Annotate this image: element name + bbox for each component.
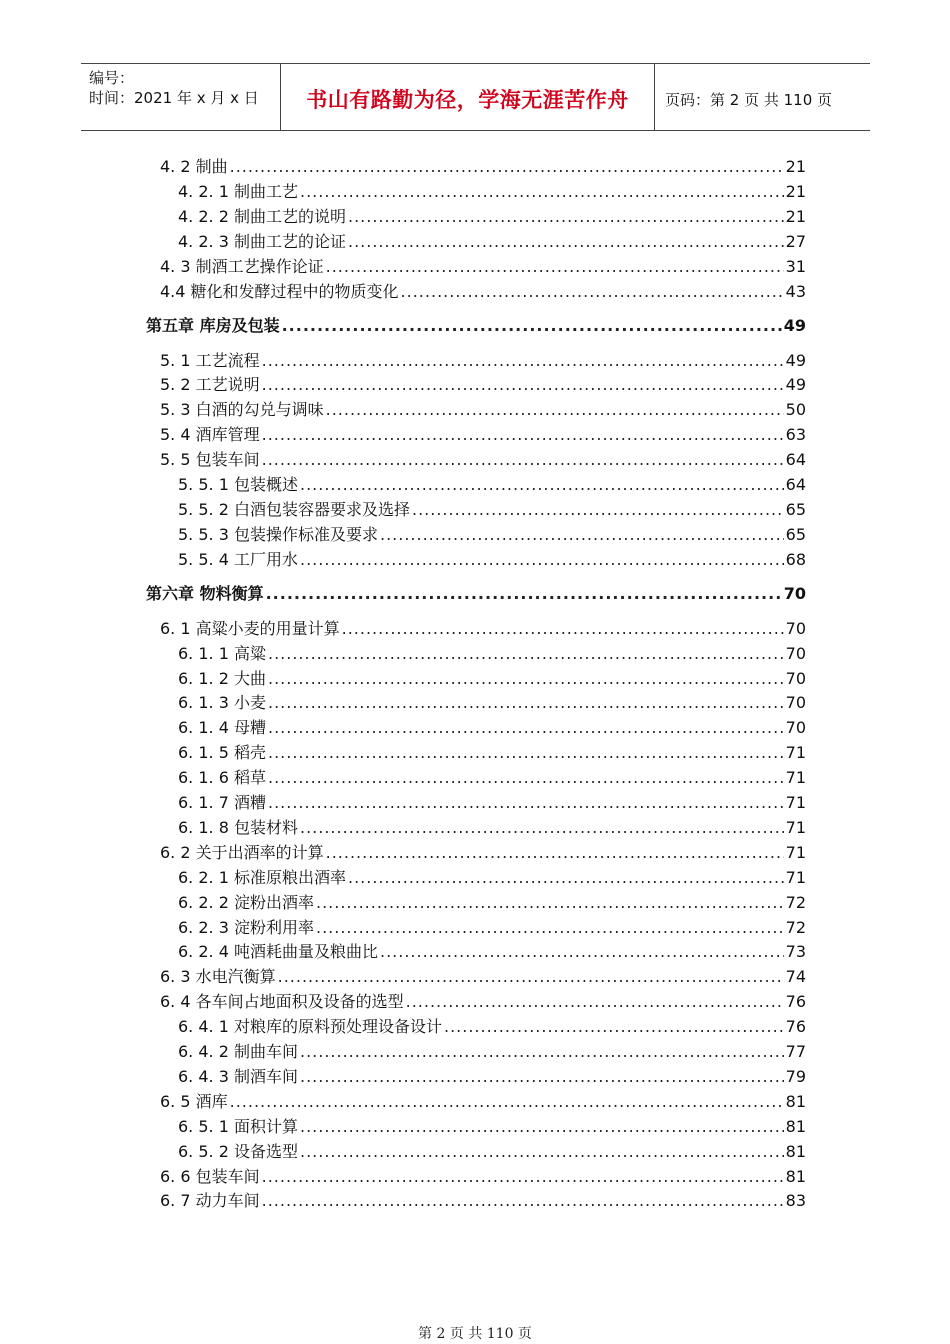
toc-entry-page: 71 <box>785 867 806 887</box>
toc-entry-label: 6. 7 动力车间 <box>160 1191 260 1211</box>
toc-entry-page: 70 <box>785 718 806 738</box>
toc-entry-label: 4. 2. 1 制曲工艺 <box>178 181 298 201</box>
toc-entry-page: 81 <box>785 1091 806 1111</box>
toc-entry-page: 31 <box>785 256 806 276</box>
toc-entry-page: 71 <box>785 768 806 788</box>
toc-entry-page: 71 <box>785 817 806 837</box>
toc-entry[interactable] <box>160 399 806 421</box>
toc-leader-dots <box>266 583 782 605</box>
toc-leader-dots <box>300 181 784 203</box>
toc-entry-page: 63 <box>785 425 806 445</box>
toc-chapter-entry[interactable] <box>146 583 806 605</box>
toc-entry-label: 6. 2. 4 吨酒耗曲量及粮曲比 <box>178 942 378 962</box>
toc-entry-page: 70 <box>785 643 806 663</box>
toc-entry-label: 6. 5. 1 面积计算 <box>178 1116 298 1136</box>
toc-leader-dots <box>326 256 784 278</box>
toc-entry-label: 6. 1. 5 稻壳 <box>178 743 266 763</box>
toc-entry-page: 21 <box>785 206 806 226</box>
toc-entry-page: 81 <box>785 1166 806 1186</box>
toc-entry-page: 81 <box>785 1116 806 1136</box>
toc-leader-dots <box>300 1041 784 1063</box>
page-footer: 第 2 页 共 110 页 <box>418 1326 532 1342</box>
toc-leader-dots <box>444 1016 784 1038</box>
toc-entry-label: 6. 1 高粱小麦的用量计算 <box>160 618 340 638</box>
toc-entry[interactable] <box>160 424 806 446</box>
toc-leader-dots <box>342 618 784 640</box>
toc-entry-label: 6. 1. 3 小麦 <box>178 693 266 713</box>
toc-entry[interactable] <box>178 1141 806 1163</box>
toc-entry[interactable] <box>178 1066 806 1088</box>
toc-leader-dots <box>316 917 784 939</box>
toc-leader-dots <box>268 692 784 714</box>
toc-entry-page: 74 <box>785 967 806 987</box>
toc-leader-dots <box>300 474 784 496</box>
toc-entry-page: 83 <box>785 1191 806 1211</box>
toc-leader-dots <box>278 966 784 988</box>
toc-entry[interactable] <box>178 524 806 546</box>
toc-entry-page: 70 <box>785 618 806 638</box>
toc-entry-label: 4. 2. 2 制曲工艺的说明 <box>178 206 346 226</box>
toc-entry-label: 6. 4 各车间占地面积及设备的选型 <box>160 992 404 1012</box>
toc-leader-dots <box>230 1091 784 1113</box>
toc-leader-dots <box>268 767 784 789</box>
toc-leader-dots <box>230 156 784 178</box>
toc-entry-label: 5. 2 工艺说明 <box>160 375 260 395</box>
toc-leader-dots <box>380 941 784 963</box>
toc-entry-label: 6. 3 水电汽衡算 <box>160 967 276 987</box>
toc-leader-dots <box>262 449 784 471</box>
toc-leader-dots <box>282 315 782 337</box>
toc-entry[interactable] <box>178 474 806 496</box>
toc-entry[interactable] <box>178 941 806 963</box>
toc-leader-dots <box>300 549 784 571</box>
toc-entry-label: 6. 2. 3 淀粉利用率 <box>178 917 314 937</box>
toc-entry-page: 77 <box>785 1042 806 1061</box>
toc-entry[interactable] <box>178 867 806 889</box>
toc-entry[interactable] <box>160 449 806 471</box>
toc-entry-label: 6. 1. 2 大曲 <box>178 668 266 688</box>
toc-entry-label: 4. 3 制酒工艺操作论证 <box>160 256 324 276</box>
toc-entry-page: 71 <box>785 793 806 812</box>
toc-entry-label: 6. 1. 6 稻草 <box>178 768 266 788</box>
toc-entry-label: 6. 1. 8 包装材料 <box>178 817 298 837</box>
toc-entry-label: 5. 3 白酒的勾兑与调味 <box>160 400 324 420</box>
toc-entry-page: 70 <box>785 693 806 713</box>
toc-entry-page: 49 <box>785 350 806 370</box>
toc-entry-page: 21 <box>785 181 806 201</box>
header-meta <box>81 64 281 130</box>
toc-entry-label: 6. 2. 2 淀粉出酒率 <box>178 892 314 912</box>
toc-entry-page: 68 <box>785 549 806 569</box>
toc-entry[interactable] <box>178 1041 806 1063</box>
toc-leader-dots <box>300 817 784 839</box>
toc-leader-dots <box>401 281 784 303</box>
toc-entry-label: 6. 1. 4 母糟 <box>178 718 266 738</box>
toc-leader-dots <box>268 792 784 814</box>
toc-entry[interactable] <box>178 668 806 690</box>
toc-entry[interactable] <box>178 181 806 203</box>
toc-entry-page: 73 <box>785 942 806 962</box>
toc-leader-dots <box>262 374 784 396</box>
toc-leader-dots <box>300 1066 784 1088</box>
toc-entry-page: 43 <box>785 281 806 301</box>
toc-entry-label: 第五章 库房及包装 <box>146 316 280 335</box>
toc-entry-label: 第六章 物料衡算 <box>146 584 264 604</box>
toc-leader-dots <box>348 206 784 228</box>
toc-entry-page: 49 <box>785 375 806 395</box>
toc-entry-page: 81 <box>785 1141 806 1161</box>
toc-entry[interactable] <box>160 256 806 278</box>
toc-entry[interactable] <box>160 1091 806 1113</box>
toc-entry[interactable] <box>178 1016 806 1038</box>
toc-leader-dots <box>300 1141 784 1163</box>
toc-leader-dots <box>380 524 784 546</box>
toc-entry[interactable] <box>178 792 806 814</box>
toc-entry[interactable] <box>160 350 806 372</box>
toc-entry-page: 65 <box>785 524 806 544</box>
toc-entry-page: 64 <box>785 475 806 494</box>
time-label: 时间：2021 年 x 月 x 日 <box>89 89 259 107</box>
toc-leader-dots <box>262 350 784 372</box>
toc-entry-label: 5. 4 酒库管理 <box>160 425 260 445</box>
toc-entry-label: 4.4 糖化和发酵过程中的物质变化 <box>160 281 399 301</box>
toc-entry-label: 6. 5 酒库 <box>160 1091 228 1111</box>
toc-leader-dots <box>268 717 784 739</box>
toc-entry-page: 71 <box>785 842 806 862</box>
toc-entry-page: 72 <box>785 917 806 937</box>
toc-entry-label: 5. 1 工艺流程 <box>160 350 260 370</box>
toc-entry-page: 70 <box>785 668 806 688</box>
toc-entry-label: 4. 2. 3 制曲工艺的论证 <box>178 231 346 251</box>
toc-entry-label: 4. 2 制曲 <box>160 157 228 176</box>
toc-entry-label: 5. 5. 4 工厂用水 <box>178 549 298 569</box>
toc-entry[interactable] <box>160 966 806 988</box>
toc-leader-dots <box>262 424 784 446</box>
toc-entry[interactable] <box>178 643 806 665</box>
toc-entry-page: 70 <box>783 584 806 604</box>
toc-leader-dots <box>348 867 784 889</box>
toc-entry-label: 6. 4. 3 制酒车间 <box>178 1066 298 1086</box>
toc-leader-dots <box>300 1116 784 1138</box>
toc-entry-page: 64 <box>785 450 806 470</box>
toc-entry[interactable] <box>178 231 806 253</box>
toc-entry-label: 5. 5 包装车间 <box>160 450 260 470</box>
toc-entry[interactable] <box>178 742 806 764</box>
toc-entry-page: 65 <box>785 499 806 519</box>
page-info: 页码：第 2 页 共 110 页 <box>665 90 833 109</box>
toc-entry[interactable] <box>160 842 806 864</box>
toc-entry[interactable] <box>178 717 806 739</box>
toc-entry[interactable] <box>160 1166 806 1188</box>
toc-entry[interactable] <box>178 692 806 714</box>
toc-leader-dots <box>262 1190 784 1212</box>
toc-entry-page: 76 <box>785 1017 806 1037</box>
toc-entry-page: 71 <box>785 743 806 763</box>
toc-entry-label: 6. 1. 1 高粱 <box>178 643 266 663</box>
toc-entry-label: 6. 4. 1 对粮库的原料预处理设备设计 <box>178 1017 442 1037</box>
toc-entry[interactable] <box>160 991 806 1013</box>
toc-entry[interactable] <box>160 374 806 396</box>
toc-entry-label: 5. 5. 3 包装操作标准及要求 <box>178 524 378 544</box>
toc-leader-dots <box>406 991 784 1013</box>
toc-entry-page: 72 <box>785 892 806 912</box>
toc-entry-page: 79 <box>785 1066 806 1086</box>
toc-entry[interactable] <box>178 892 806 914</box>
toc-entry-label: 6. 6 包装车间 <box>160 1166 260 1186</box>
toc-leader-dots <box>268 668 784 690</box>
toc-entry[interactable] <box>178 917 806 939</box>
toc-entry[interactable] <box>160 156 806 178</box>
toc-entry[interactable] <box>178 817 806 839</box>
toc-leader-dots <box>412 499 784 521</box>
toc-entry-page: 21 <box>785 157 806 176</box>
toc-leader-dots <box>316 892 784 914</box>
toc-entry-label: 6. 4. 2 制曲车间 <box>178 1042 298 1061</box>
toc-leader-dots <box>348 231 784 253</box>
toc-entry[interactable] <box>160 281 806 303</box>
document-header <box>81 63 870 131</box>
toc-entry-page: 27 <box>785 231 806 251</box>
motto: 书山有路勤为径，学海无涯苦作舟 <box>281 64 655 130</box>
number-label: 编号： <box>89 69 135 87</box>
toc-leader-dots <box>268 643 784 665</box>
toc-entry[interactable] <box>178 549 806 571</box>
toc-entry[interactable] <box>178 206 806 228</box>
toc-entry-page: 50 <box>785 400 806 420</box>
toc-entry-label: 6. 1. 7 酒糟 <box>178 793 266 812</box>
toc-entry-page: 76 <box>785 992 806 1012</box>
toc-entry-label: 5. 5. 1 包装概述 <box>178 475 298 494</box>
toc-entry[interactable] <box>178 499 806 521</box>
toc-entry[interactable] <box>160 618 806 640</box>
toc-leader-dots <box>262 1166 784 1188</box>
toc-entry-label: 6. 5. 2 设备选型 <box>178 1141 298 1161</box>
toc-entry[interactable] <box>178 1116 806 1138</box>
toc-leader-dots <box>268 742 784 764</box>
toc-chapter-entry[interactable] <box>146 315 806 337</box>
toc-leader-dots <box>326 842 784 864</box>
toc-entry[interactable] <box>160 1190 806 1212</box>
toc-entry-label: 5. 5. 2 白酒包装容器要求及选择 <box>178 499 410 519</box>
toc-entry-page: 49 <box>783 316 806 335</box>
toc-entry[interactable] <box>178 767 806 789</box>
toc-entry-label: 6. 2 关于出酒率的计算 <box>160 842 324 862</box>
toc-leader-dots <box>326 399 784 421</box>
toc-entry-label: 6. 2. 1 标准原粮出酒率 <box>178 867 346 887</box>
